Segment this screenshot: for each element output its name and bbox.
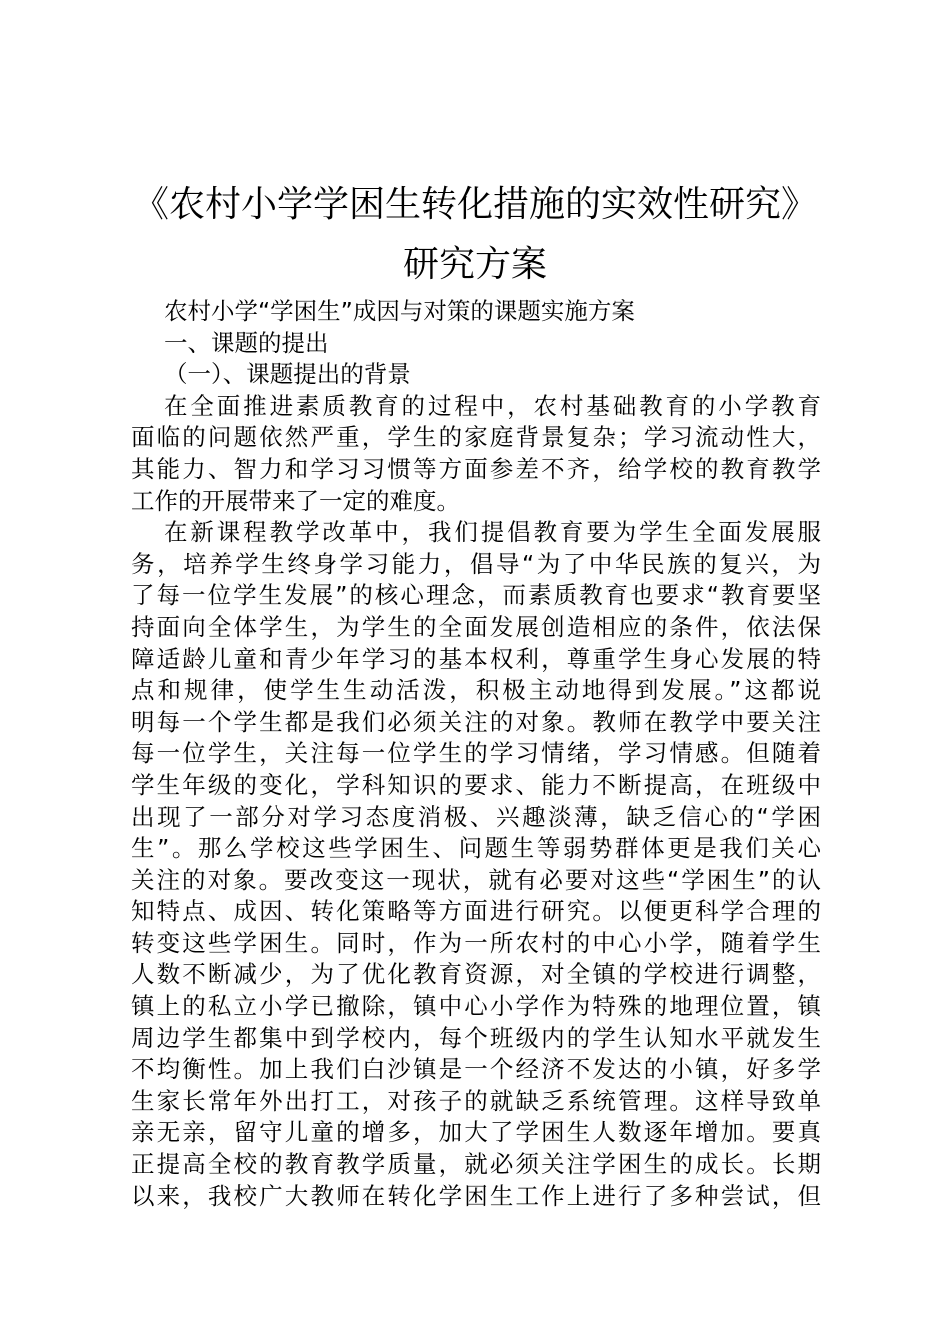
paragraph-line: 出现了一部分对学习态度消极、兴趣淡薄，缺乏信心的“学困 [131,802,821,831]
document-title: 《农村小学学困生转化措施的实效性研究》 [132,184,817,225]
paragraph-1 [131,391,821,517]
paragraph-line: 生家长常年外出打工，对孩子的就缺乏系统管理。这样导致单 [131,1086,821,1115]
document-title-line2: 研究方案 [402,244,547,285]
paragraph-line: 务，培养学生终身学习能力，倡导“为了中华民族的复兴，为 [131,549,821,578]
paragraph-line: 知特点、成因、转化策略等方面进行研究。以便更科学合理的 [131,897,821,926]
paragraph-line: 不均衡性。加上我们白沙镇是一个经济不发达的小镇，好多学 [131,1055,821,1084]
paragraph-line: 在全面推进素质教育的过程中，农村基础教育的小学教育 [164,391,821,420]
paragraph-line: 明每一个学生都是我们必须关注的对象。教师在教学中要关注 [131,707,821,736]
paragraph-line: 持面向全体学生，为学生的全面发展创造相应的条件，依法保 [131,612,821,641]
subsection-heading: （一）、课题提出的背景 [164,360,411,389]
paragraph-line: 点和规律，使学生生动活泼，积极主动地得到发展。”这都说 [131,676,821,705]
paragraph-line: 面临的问题依然严重，学生的家庭背景复杂；学习流动性大， [131,423,821,452]
paragraph-line: 其能力、智力和学习习惯等方面参差不齐，给学校的教育教学 [131,454,821,483]
paragraph-line: 每一位学生，关注每一位学生的学习情绪，学习情感。但随着 [131,739,821,768]
paragraph-line: 以来，我校广大教师在转化学困生工作上进行了多种尝试，但 [131,1181,821,1210]
paragraph-line: 镇上的私立小学已撤除，镇中心小学作为特殊的地理位置，镇 [131,992,821,1021]
paragraph-line: 关注的对象。要改变这一现状，就有必要对这些“学困生”的认 [131,865,821,894]
paragraph-line: 亲无亲，留守儿童的增多，加大了学困生人数逐年增加。要真 [131,1118,821,1147]
paragraph-line: 学生年级的变化，学科知识的要求、能力不断提高，在班级中 [131,770,821,799]
paragraph-line: 周边学生都集中到学校内，每个班级内的学生认知水平就发生 [131,1023,821,1052]
paragraph-line: 工作的开展带来了一定的难度。 [131,486,460,515]
paragraph-line: 人数不断减少，为了优化教育资源，对全镇的学校进行调整， [131,960,821,989]
section-heading: 一、课题的提出 [164,328,329,357]
paragraph-line: 障适龄儿童和青少年学习的基本权利，尊重学生身心发展的特 [131,644,821,673]
subtitle: 农村小学“学困生”成因与对策的课题实施方案 [164,297,635,325]
paragraph-line: 生”。那么学校这些学困生、问题生等弱势群体更是我们关心 [131,834,821,863]
document-body [131,296,821,1212]
paragraph-line: 正提高全校的教育教学质量，就必须关注学困生的成长。长期 [131,1150,821,1179]
paragraph-2 [131,517,821,1212]
paragraph-line: 转变这些学困生。同时，作为一所农村的中心小学，随着学生 [131,928,821,957]
paragraph-line: 在新课程教学改革中，我们提倡教育要为学生全面发展服 [164,518,821,547]
paragraph-line: 了每一位学生发展”的核心理念，而素质教育也要求“教育要坚 [131,581,821,610]
